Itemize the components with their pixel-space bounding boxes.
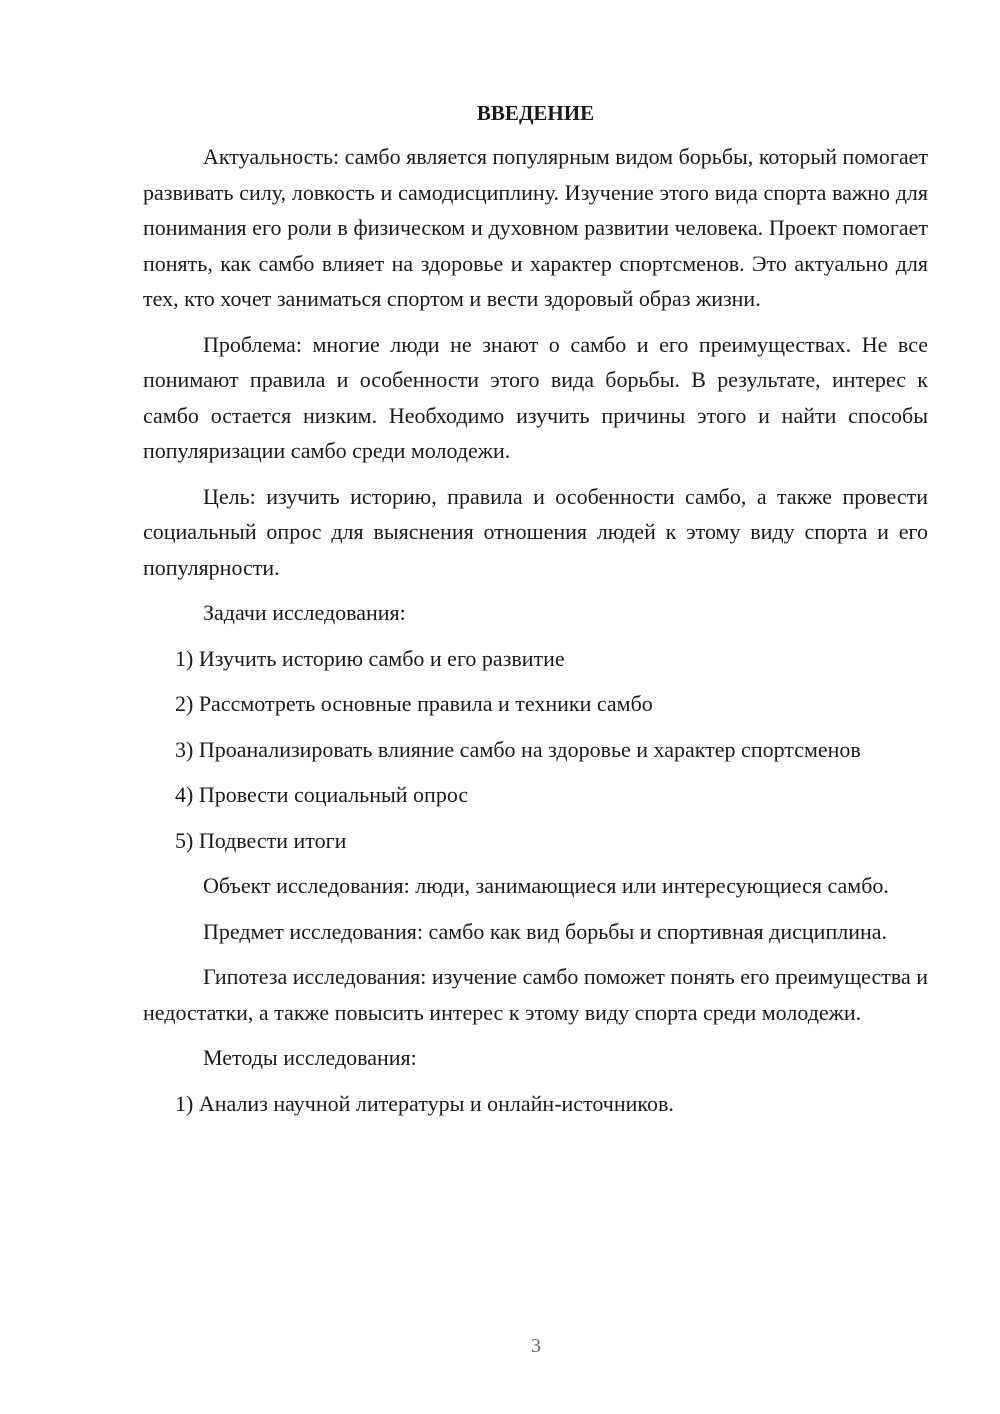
task-item: 4) Провести социальный опрос	[175, 782, 469, 807]
tasks-heading: Задачи исследования:	[203, 600, 406, 625]
object-paragraph: Объект исследования: люди, занимающиеся или интересующиеся самбо.	[203, 873, 889, 898]
method-item: 1) Анализ научной литературы и онлайн-источников.	[175, 1090, 674, 1116]
subject-paragraph: Предмет исследования: самбо как вид борьбы и спортивная дисциплина.	[203, 918, 888, 944]
task-item: 2) Рассмотреть основные правила и техники самбо	[175, 691, 653, 716]
hypothesis-paragraph: Гипотеза исследования: изучение самбо поможет понять его преимущества и недостатки, а также повысить интерес к этому виду спорта среди молодежи.	[143, 964, 928, 1025]
task-item: 3) Проанализировать влияние самбо на здоровье и характер спортсменов	[175, 736, 861, 762]
methods-heading: Методы исследования:	[203, 1045, 417, 1070]
page-number: 3	[531, 1335, 541, 1357]
relevance-paragraph: Актуальность: самбо является популярным видом борьбы, который помогает развивать силу, ловкость и самодисциплину. Изучение этого вида спорта важно для понимания его роли в физическом и духовном развитии человека. Проект помогает понять, как самбо влияет на здоровье и характер спортсменов. Это актуально для тех, кто хочет заниматься спортом и вести здоровый образ жизни.	[143, 144, 928, 311]
goal-paragraph: Цель: изучить историю, правила и особенности самбо, а также провести социальный опрос для выяснения отношения людей к этому виду спорта и его популярности.	[143, 483, 928, 580]
document-page	[143, 96, 928, 1121]
task-item: 1) Изучить историю самбо и его развитие	[175, 645, 565, 671]
task-item: 5) Подвести итоги	[175, 827, 347, 853]
page-title: ВВЕДЕНИЕ	[476, 101, 595, 125]
problem-paragraph: Проблема: многие люди не знают о самбо и его преимуществах. Не все понимают правила и особенности этого вида борьбы. В результате, интерес к самбо остается низким. Необходимо изучить причины этого и найти способы популяризации самбо среди молодежи.	[143, 331, 928, 463]
